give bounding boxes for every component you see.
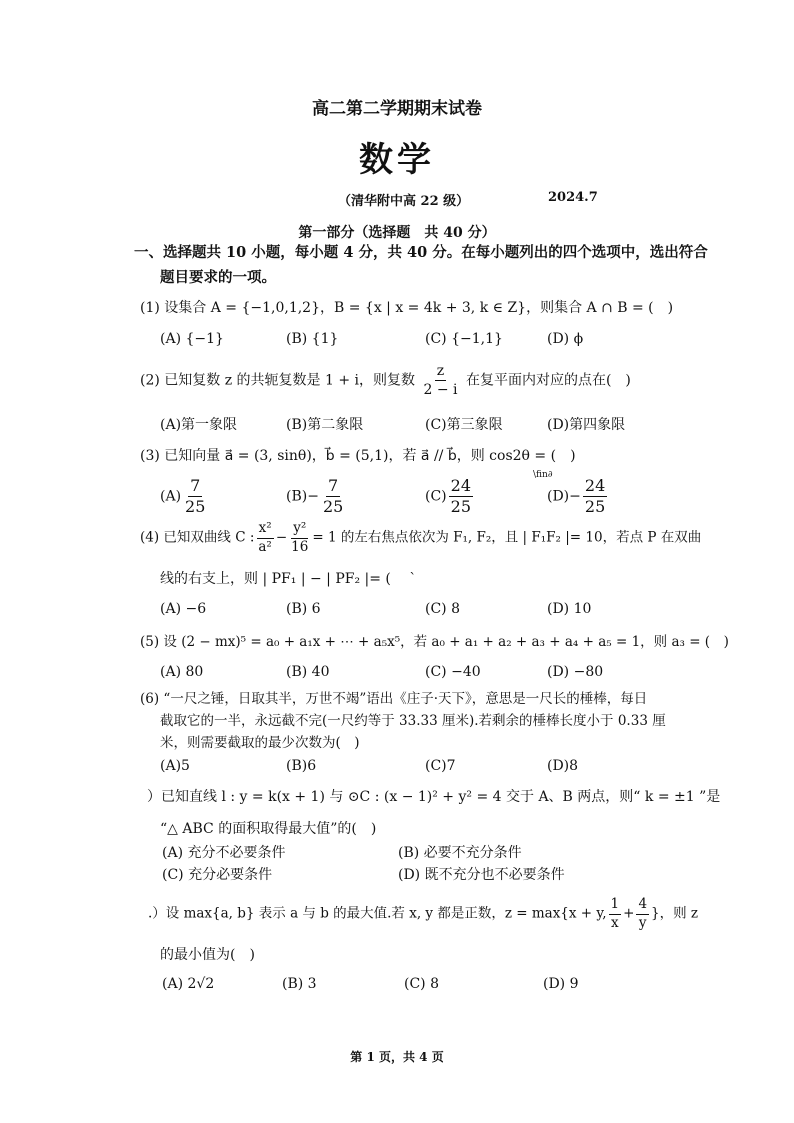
q3-option-b-fraction <box>321 478 345 515</box>
q8-f1-num: 1 <box>609 898 622 915</box>
q1-option-a: (A) {−1} <box>160 331 224 347</box>
q2-stem-pre: (2) 已知复数 z 的共轭复数是 1 + i，则复数 <box>140 372 416 389</box>
q3-option-d-sign: − <box>569 488 581 505</box>
school-info: （清华附中高 22 级） <box>338 194 470 209</box>
q3-c-den: 25 <box>450 497 471 516</box>
q8-option-d: (D) 9 <box>543 976 579 992</box>
question-6-line2: 截取它的一半，永远截不完(一尺约等于 33.33 厘米).若剩余的棰棒长度小于 0.33 厘 <box>160 713 666 729</box>
q3-option-b-sign: − <box>307 488 319 505</box>
q2-option-d: (D)第四象限 <box>547 417 626 433</box>
q3-a-num: 7 <box>190 476 201 495</box>
q4-f1-num: x² <box>257 522 274 539</box>
q1-option-b: (B) {1} <box>286 331 339 347</box>
exam-title: 高二第二学期期末试卷 <box>312 99 482 119</box>
question-7-line1: ）已知直线 l : y = k(x + 1) 与 ⊙C : (x − 1)² + y² = 4 交于 A、B 两点，则“ k = ±1 ”是 <box>147 789 721 805</box>
subject-title: 数学 <box>359 140 435 180</box>
q3-option-a <box>160 478 209 515</box>
q4-minus: − <box>275 529 288 546</box>
q5-option-c: (C) −40 <box>425 664 481 680</box>
q3-option-d-fraction <box>583 478 607 515</box>
page-footer: 第 1 页，共 4 页 <box>350 1050 444 1064</box>
question-6-line3: 米，则需要截取的最少次数为( ) <box>160 735 360 751</box>
q6-option-a: (A)5 <box>160 758 190 774</box>
q6-option-d: (D)8 <box>547 758 579 774</box>
q4-option-b: (B) 6 <box>286 601 321 617</box>
q4-option-d: (D) 10 <box>547 601 592 617</box>
question-5-stem: (5) 设 (2 − mx)⁵ = a₀ + a₁x + ⋯ + a₅x⁵，若 a₀ + a₁ + a₂ + a₃ + a₄ + a₅ = 1，则 a₃ = ( ) <box>140 634 729 650</box>
q3-a-den: 25 <box>185 497 206 516</box>
question-8-line2: 的最小值为( ) <box>160 947 255 963</box>
q2-fraction <box>421 364 459 397</box>
q4-option-a: (A) −6 <box>160 601 207 617</box>
q3-option-d-label: (D) <box>547 488 570 505</box>
q3-option-c-label: (C) <box>425 488 447 505</box>
question-8-stem <box>148 898 698 930</box>
q2-option-b: (B)第二象限 <box>286 417 364 433</box>
q4-stem-post: = 1 的左右焦点依次为 F₁, F₂，且 | F₁F₂ |= 10，若点 P 在双曲 <box>312 529 702 546</box>
q6-option-b: (B)6 <box>286 758 317 774</box>
q2-stem-post: 在复平面内对应的点在( ) <box>465 372 631 389</box>
question-7-line2: “△ ABC 的面积取得最大值”的( ) <box>160 821 377 837</box>
q4-fraction-2 <box>289 522 310 554</box>
q8-stem-pre: .）设 max{a, b} 表示 a 与 b 的最大值.若 x, y 都是正数，z = max{x + y, <box>148 905 607 922</box>
q4-f2-num: y² <box>291 522 308 539</box>
q4-f2-den: 16 <box>291 538 309 555</box>
q8-f2-den: y <box>638 914 647 931</box>
q8-option-b: (B) 3 <box>282 976 317 992</box>
question-4-stem-line2: 线的右支上，则 | PF₁ | − | PF₂ |= ( ` <box>160 571 417 587</box>
q7-option-b: (B) 必要不充分条件 <box>398 845 522 861</box>
q7-option-d: (D) 既不充分也不必要条件 <box>398 867 565 883</box>
q3-d-den: 25 <box>584 497 606 516</box>
q4-f1-den: a² <box>258 538 272 555</box>
part-title: 第一部分（选择题 共 40 分） <box>298 225 496 241</box>
q3-c-num: 24 <box>450 476 471 495</box>
q8-plus: + <box>623 905 635 922</box>
q8-option-a: (A) 2√2 <box>162 976 215 992</box>
q8-stem-post: }，则 z <box>651 905 699 922</box>
question-4-stem <box>140 522 701 554</box>
q4-stem-pre: (4) 已知双曲线 C : <box>140 529 255 546</box>
q3-option-a-fraction <box>183 478 207 515</box>
q5-option-d: (D) −80 <box>547 664 604 680</box>
exam-date: 2024.7 <box>548 190 598 205</box>
q8-f1-den: x <box>611 914 619 931</box>
instructions-line1: 一、选择题共 10 小题，每小题 4 分，共 40 分。在每小题列出的四个选项中，选出符合 <box>134 244 708 261</box>
q5-option-a: (A) 80 <box>160 664 204 680</box>
q2-frac-num: z <box>436 363 445 379</box>
q4-fraction-1 <box>256 522 273 554</box>
q3-b-num: 7 <box>328 476 339 495</box>
question-2-stem <box>140 364 631 397</box>
q3-option-b <box>286 478 347 515</box>
q1-option-c: (C) {−1,1} <box>425 331 503 347</box>
q8-option-c: (C) 8 <box>404 976 439 992</box>
q8-fraction-2 <box>636 898 649 930</box>
q4-option-c: (C) 8 <box>425 601 460 617</box>
q3-option-c <box>425 478 475 515</box>
q3-option-d <box>547 478 609 515</box>
q3-scribble: \fin∂ <box>533 470 553 480</box>
question-1-stem: (1) 设集合 A = {−1,0,1,2}，B = {x | x = 4k + 3, k ∈ Z}，则集合 A ∩ B = ( ) <box>140 300 674 316</box>
q7-option-c: (C) 充分必要条件 <box>162 867 273 883</box>
q7-option-a: (A) 充分不必要条件 <box>162 845 286 861</box>
q3-b-den: 25 <box>322 497 344 516</box>
q3-option-b-label: (B) <box>286 488 308 505</box>
instructions-line2: 题目要求的一项。 <box>160 269 276 286</box>
q8-f2-num: 4 <box>636 898 649 915</box>
q2-frac-den: 2 − i <box>423 382 458 398</box>
q6-option-c: (C)7 <box>425 758 456 774</box>
q1-option-d: (D) ϕ <box>547 331 584 347</box>
question-3-stem: (3) 已知向量 a⃗ = (3, sinθ)，b⃗ = (5,1)，若 a⃗ // b⃗，则 cos2θ = ( ) <box>140 448 576 464</box>
question-6-line1: (6) “一尺之锤，日取其半，万世不竭”语出《庄子·天下》，意思是一尺长的棰棒，每日 <box>140 691 648 707</box>
q5-option-b: (B) 40 <box>286 664 330 680</box>
q3-d-num: 24 <box>584 476 606 495</box>
q3-option-c-fraction <box>449 478 473 515</box>
q8-fraction-1 <box>609 898 622 930</box>
q2-option-a: (A)第一象限 <box>160 417 238 433</box>
q2-option-c: (C)第三象限 <box>425 417 503 433</box>
q3-option-a-label: (A) <box>160 488 182 505</box>
